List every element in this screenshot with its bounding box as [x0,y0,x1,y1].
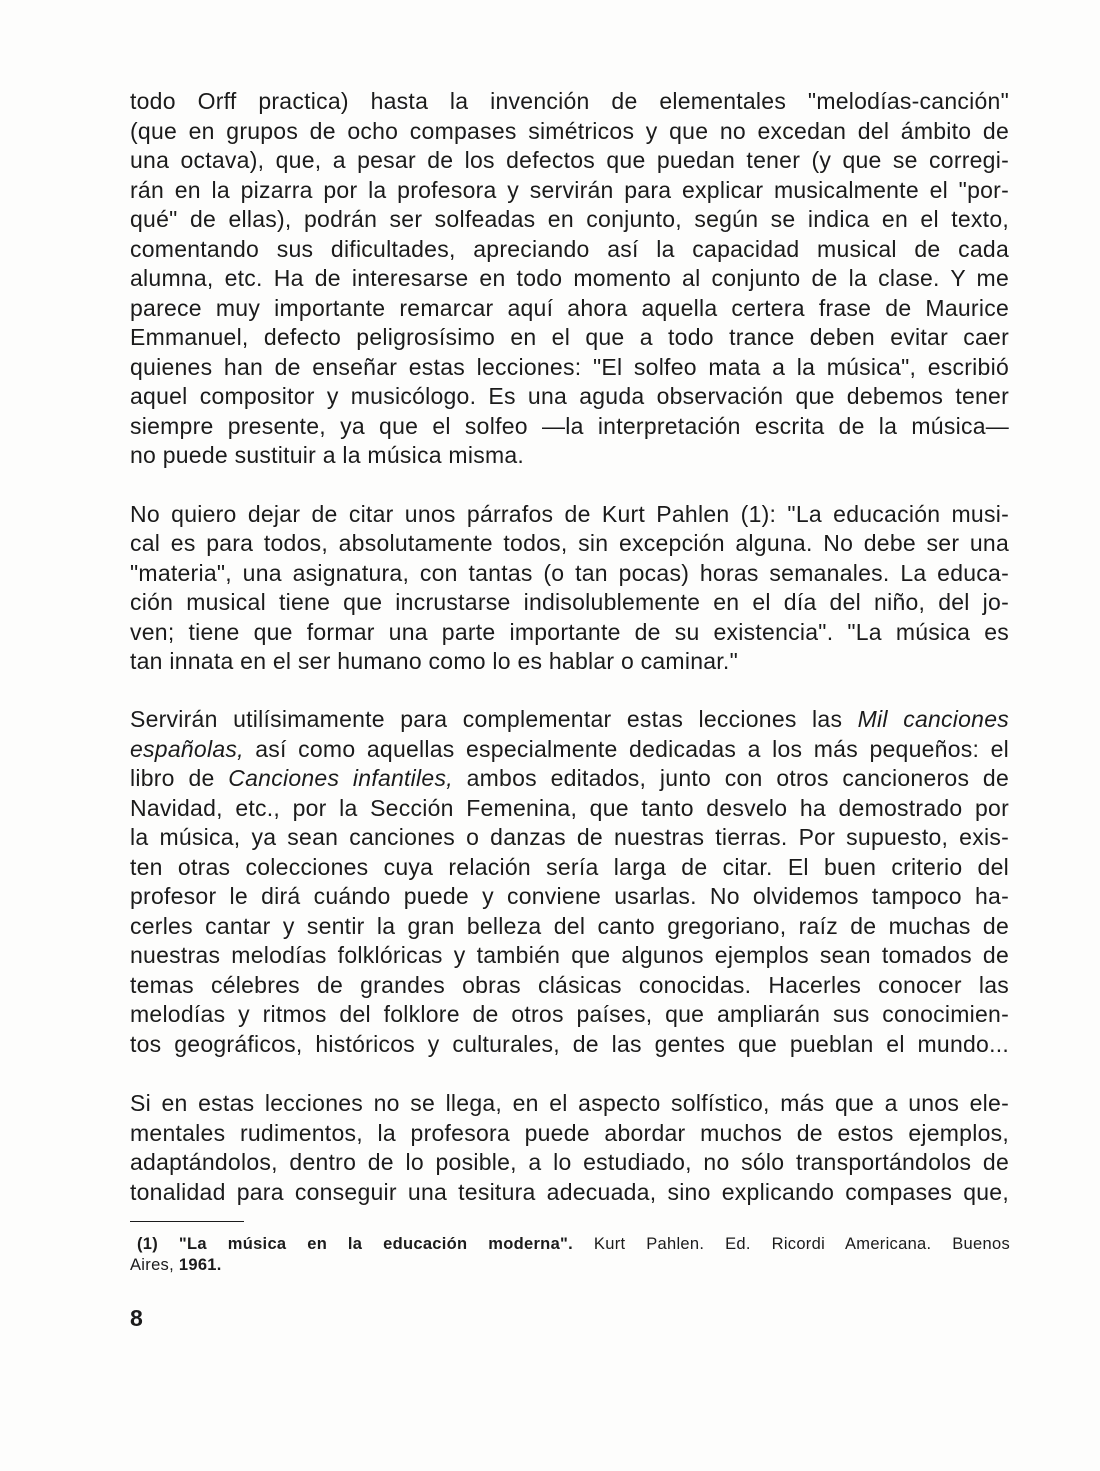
text-line: todo Orff practica) hasta la invención de elementales "melodías-canción" [130,88,1009,114]
text-line: ten otras colecciones cuya relación sería larga de citar. El buen criterio del [130,853,1009,880]
text-line: siempre presente, ya que el solfeo —la interpretación escrita de la música— [130,412,1009,439]
text-line: adaptándolos, dentro de lo posible, a lo estudiado, no sólo transportándolos de [130,1149,1009,1175]
footnote-cited-title: "La música en la educación moderna". [178,1235,574,1253]
text-line: melodías y ritmos del folklore de otros países, que ampliarán sus conocimien- [130,1001,1009,1027]
book-title-italic: españolas, [130,735,244,762]
text-segment: Servirán utilísimamente para complementar estas lecciones las [130,706,843,732]
text-line: ción musical tiene que incrustarse indisolublemente en el día del niño, del jo- [130,589,1009,615]
text-line: Navidad, etc., por la Sección Femenina, que tanto desvelo ha demostrado por [130,794,1009,821]
text-segment: así como aquellas especialmente dedicadas a los más pequeños: el [255,735,1009,762]
paragraph-1 [130,87,1009,471]
text-line: tan innata en el ser humano como lo es hablar o caminar." [130,648,738,674]
footnote [130,1234,1010,1276]
text-line: la música, ya sean canciones o danzas de nuestras tierras. Por supuesto, exis- [130,824,1009,850]
footnote-marker: (1) [137,1235,159,1253]
text-segment: libro de [130,765,215,791]
paragraph-4 [130,1089,1009,1207]
footnote-citation: Aires, [130,1256,174,1274]
text-line: cal es para todos, absolutamente todos, sin excepción alguna. No debe ser una [130,530,1009,556]
text-line: (que en grupos de ocho compases simétricos y que no excedan del ámbito de [130,117,1009,144]
text-line: parece muy importante remarcar aquí ahora aquella certera frase de Maurice [130,294,1009,321]
book-title-italic: Canciones infantiles, [228,765,453,791]
text-line: una octava), que, a pesar de los defectos que puedan tener (y que se corregi- [130,147,1009,173]
text-line: profesor le dirá cuándo puede y conviene usarlas. No olvidemos tampoco ha- [130,883,1009,909]
text-line [130,764,1009,794]
paragraph-3 [130,705,1009,1059]
footnote-year: 1961. [178,1256,222,1274]
text-line: temas célebres de grandes obras clásicas conocidas. Hacerles conocer las [130,971,1009,998]
footnote-rule [130,1221,244,1222]
book-title-italic: Mil canciones [857,706,1009,732]
text-line: mentales rudimentos, la profesora puede abordar muchos de estos ejemplos, [130,1119,1009,1146]
text-line: ven; tiene que formar una parte importante de su existencia". "La música es [130,618,1009,645]
text-line: comentando sus dificultades, apreciando así la capacidad musical de cada [130,235,1009,262]
text-line: cerles cantar y sentir la gran belleza del canto gregoriano, raíz de muchas de [130,912,1009,939]
text-line: rán en la pizarra por la profesora y servirán para explicar musicalmente el "por- [130,176,1009,203]
text-line: alumna, etc. Ha de interesarse en todo momento al conjunto de la clase. Y me [130,265,1009,291]
text-line: "materia", una asignatura, con tantas (o tan pocas) horas semanales. La educa- [130,559,1009,586]
text-line [130,735,1009,765]
text-segment: ambos editados, junto con otros cancioneros de [466,765,1009,791]
text-line: nuestras melodías folklóricas y también que algunos ejemplos sean tomados de [130,942,1009,968]
paragraph-2 [130,500,1009,677]
footnote-line [130,1234,1010,1255]
text-line: tonalidad para conseguir una tesitura adecuada, sino explicando compases que, [130,1178,1009,1205]
text-line: quienes han de enseñar estas lecciones: "El solfeo mata a la música", escribió [130,353,1009,380]
text-line: Emmanuel, defecto peligrosísimo en el que a todo trance deben evitar caer [130,324,1009,350]
text-line [130,705,1009,735]
text-line: No quiero dejar de citar unos párrafos de Kurt Pahlen (1): "La educación musi- [130,500,1009,527]
footnote-line [130,1255,1010,1276]
text-line: Si en estas lecciones no se llega, en el aspecto solfístico, más que a unos ele- [130,1090,1009,1116]
text-line: tos geográficos, históricos y culturales, de las gentes que pueblan el mundo... [130,1030,1009,1057]
text-line: aquel compositor y musicólogo. Es una aguda observación que debemos tener [130,383,1009,409]
text-line: no puede sustituir a la música misma. [130,442,525,468]
page-number: 8 [130,1305,143,1331]
text-line: qué" de ellas), podrán ser solfeadas en conjunto, según se indica en el texto, [130,206,1009,232]
footnote-citation: Kurt Pahlen. Ed. Ricordi Americana. Buenos [593,1235,1010,1253]
